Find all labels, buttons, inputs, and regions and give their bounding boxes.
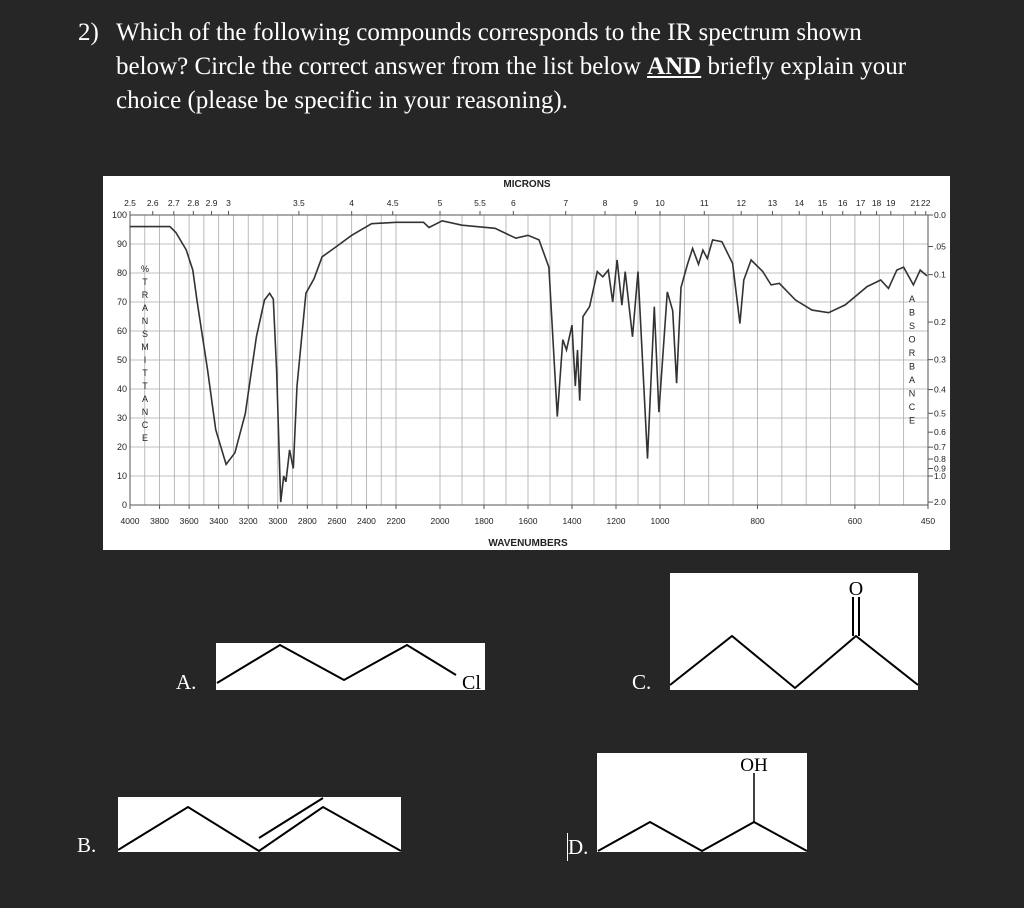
absorbance-tick-label: 2.0 [934,497,946,508]
y-tick-label: 30 [116,413,127,423]
micron-tick-label: 6 [510,198,516,208]
micron-tick-label: 17 [855,198,866,208]
micron-tick-label: 9 [633,198,638,208]
absorbance-tick-label: 0.0 [934,210,946,220]
y-tick-label: 20 [116,442,127,452]
micron-tick-label: 14 [794,198,804,208]
micron-tick-label: 3.5 [292,198,305,208]
chlorine-atom: Cl [462,672,481,690]
y-tick-label: 70 [116,297,127,307]
x-tick-label: 450 [920,516,936,526]
question-line-2 [116,50,906,84]
micron-tick-label: 2.5 [124,198,136,208]
y-tick-label: 40 [116,384,127,394]
micron-tick-label: 5 [437,198,443,208]
option-c-label[interactable]: C. [632,670,652,694]
option-d-label[interactable]: D. [568,835,589,859]
y-tick-label: 60 [116,326,127,336]
x-tick-label: 1800 [474,516,494,526]
micron-tick-label: 2.7 [167,198,180,208]
option-b-structure[interactable] [118,797,401,852]
micron-tick-label: 18 [871,198,882,208]
y-tick-label: 80 [116,268,127,278]
micron-tick-label: 15 [817,198,828,208]
micron-tick-label: 2.8 [187,198,200,208]
absorbance-tick-label: 0.6 [934,427,946,438]
absorbance-tick-label: 0.1 [934,269,946,280]
question-line-2-start: below? Circle the correct answer from the list below [116,53,648,80]
micron-tick-label: 13 [767,198,778,208]
micron-tick-label: 2.6 [146,198,159,208]
x-tick-label: 1200 [606,516,626,526]
alkene-structure [118,797,401,852]
y-tick-label: 50 [116,355,127,365]
x-tick-label: 3000 [268,516,288,526]
absorbance-tick-label: 0.3 [934,354,946,365]
x-tick-label: 3800 [150,516,170,526]
micron-tick-label: 11 [699,198,709,208]
x-tick-label: 2400 [356,516,376,526]
micron-tick-label: 16 [837,198,848,208]
question-emphasis-and: AND [647,53,702,80]
absorbance-tick-label: 1.0 [934,471,946,481]
x-tick-label: 3400 [209,516,229,526]
alcohol-structure [597,753,807,852]
micron-tick-label: 10 [655,198,665,208]
x-tick-label: 2800 [297,516,317,526]
oxygen-atom: O [848,578,864,600]
micron-tick-label: 8 [602,198,608,208]
question-number: 2) [78,19,99,46]
y-tick-label: 10 [116,471,127,481]
micron-tick-label: 3 [226,198,231,208]
micron-tick-label: 22 [921,198,931,208]
x-tick-label: 4000 [120,516,140,526]
chloroalkane-structure [216,643,485,690]
ketone-structure [670,573,918,690]
x-tick-label: 2600 [327,516,347,526]
x-tick-label: 3600 [179,516,199,526]
option-c-structure[interactable] [670,573,918,690]
question-line-1: Which of the following compounds corresponds to the IR spectrum shown [116,19,862,46]
option-d-structure[interactable] [597,753,807,852]
micron-tick-label: 4.5 [386,198,399,208]
x-tick-label: 1000 [650,516,670,526]
absorbance-tick-label: 0.8 [934,454,946,465]
y-tick-label: 90 [116,239,127,249]
wavenumbers-label: WAVENUMBERS [488,538,568,549]
microns-title: MICRONS [503,179,551,190]
absorbance-tick-label: 0.7 [934,442,946,453]
y-tick-label: 0 [121,500,127,510]
absorbance-tick-label: 0.9 [934,463,946,474]
question-line-2-end: briefly explain your [701,53,907,80]
x-tick-label: 2200 [386,516,406,526]
micron-tick-label: 12 [736,198,746,208]
chart-background [103,176,950,550]
option-a-structure[interactable] [216,643,485,690]
transmittance-axis-label: % T R A N S M I T T A N C E [140,264,150,443]
absorbance-tick-label: 0.2 [934,317,946,328]
micron-tick-label: 4 [349,198,355,208]
question-line-3: choice (please be specific in your reasoning). [116,87,568,114]
option-a-label[interactable]: A. [176,670,197,694]
hydroxyl-group: OH [740,755,768,776]
x-tick-label: 800 [750,516,765,526]
absorbance-axis-label: A B S O R B A N C E [908,294,916,426]
micron-tick-label: 2.9 [205,198,218,208]
micron-tick-label: 5.5 [474,198,486,208]
x-tick-label: 1600 [518,516,538,526]
x-tick-label: 1400 [562,516,582,526]
absorbance-tick-label: .05 [934,241,946,252]
x-tick-label: 3200 [238,516,258,526]
y-tick-label: 100 [111,210,127,220]
micron-tick-label: 21 [910,198,920,208]
micron-tick-label: 19 [886,198,896,208]
absorbance-tick-label: 0.4 [934,384,946,395]
option-b-label[interactable]: B. [77,833,97,857]
x-tick-label: 600 [847,516,863,526]
x-tick-label: 2000 [430,516,450,526]
ir-spectrum-chart [103,176,950,550]
micron-tick-label: 7 [563,198,569,208]
absorbance-tick-label: 0.5 [934,408,946,419]
